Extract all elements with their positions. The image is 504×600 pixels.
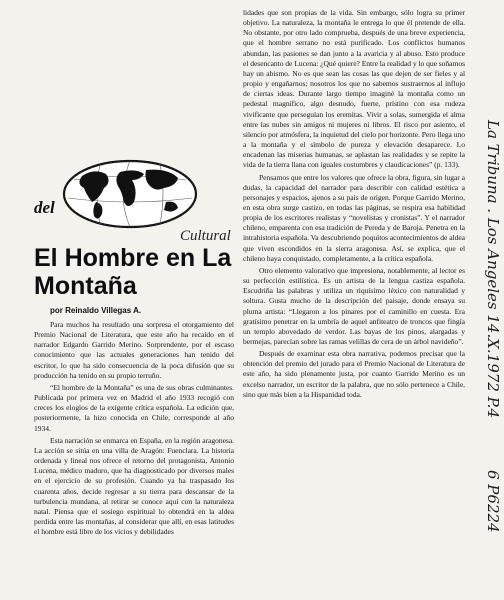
handwritten-margin-note [474,0,504,600]
handwritten-source-line: La Tribuna . Los Angeles 14.X.1972 P.4 [484,120,502,418]
article-header [30,158,240,318]
paragraph: Pensamos que entre los valores que ofrece la obra, figura, sin lugar a dudas, la capacidad del narrador para describir con calidad estética a personajes y espacios, ajenos a su país de origen. Porque Garrido Merino, en esta obra surge castizo, en todas las páginas, se respira esa habilidad propia de los escritores realistas y “novelistas y cronistas”. Y el narrador chileno, emparenta con esa tradición de Pereda y de Baroja. Penetra en la intrahistoria española. Va descubriendo poquitos acontecimientos de aldea que viven escondidos en la sierra aragonesa. Así, se explica, que el chileno haya conquistado, completamente, a la crítica española. [243,172,465,263]
article-title: El Hombre en La Montaña [34,244,232,300]
article-column-right [243,8,465,400]
byline: por Reinaldo Villegas A. [50,306,142,315]
paragraph: Para muchos ha resultado una sorpresa el otorgamiento del Premio Nacional de Literatura, que este año ha recaído en el narrador Edgardo Garrido Merino. Sorprendente, por el escaso conocimiento que las actuales generaciones han tenido del escritor, lo que ha sido consecuencia de la poca difusión que su producción ha tenido en su propio terruño. [34,320,234,380]
globe-map-icon [60,158,200,230]
paragraph: “El hombre de la Montaña” es una de sus obras culminantes. Publicada por primera vez en Madrid el año 1933 recogió con creces los elogios de la exigente crítica española. La edición que, posteriormente, la hizo conocida en Chile, corresponde al año 1934. [34,382,234,433]
paragraph: lidades que son propias de la vida. Sin embargo, sólo logra su primer objetivo. La naturaleza, la montaña le entrega lo que él pretende de ella. No obstante, por otro lado comprueba, después de una breve experiencia, que el hombre serrano no está purificado. Los conflictos humanos abundan, las pasiones se dan junto a la avaricia y al abuso. Esto produce el desencanto de Lucena: ¿Qué quiere? Entre la realidad y lo que soñamos hay un abismo. No es que sean las cosas las que dejen de ser fieles y al propio y engañarnos; nosotros los que no sabemos sustraernos al influjo de ciertas ideas. Durante largo tiempo imaginé la montaña como un pedestal magnífico, algo desnudo, fuerte, prístino con esa rudeza vivificante que perseguían los eremitas. Vivir a solas, sumergida el alma entre las nubes sin amigos ni mujeres ni libros. El risco por asiento, el silencio por atmósfera, la inquietud del cielo por horizonte. Pero llega uno a la montaña y el símbolo de pureza y elevación desaparece. Lo encadenan las miserias humanas, se aplastan las realidades y se repite la vida de la tierra llana con iguales costumbres y claudicaciones” (p. 133). [243,8,466,170]
section-prefix: del [34,198,55,217]
paragraph: Esta narración se enmarca en España, en la región aragonesa. La acción se sitúa en una villa de Aragón: Fuenclara. La historia ordenada y lineal nos ofrece el retorno del protagonista, Antonio Lucena, médico maduro, que ha diagnosticado por diversos males en el ejercicio de su profesión. Cuando ya ha traspasado los cuarenta años, decide regresar a su tierra para descansar de la turbulencia mundana, al retirar se conoce aquí con la naturaleza natal. Piensa que el sosiego espiritual lo obtendrá en la aldea perdida entre las montañas, al considerar que allí, en esas latitudes el hombre está libre de los vicios y debilidades [34,435,234,537]
section-label: Cultural [180,228,231,244]
article-column-left [34,320,234,537]
paragraph: Después de examinar esta obra narrativa, podemos precisar que la obtención del premio del jurado para el Premio Nacional de Literatura de este año, ha sido plenamente justa, por cuanto Garrido Merino es un excelso narrador, un escritor de la palabra, que no sólo pertenece a Chile, sino que más bien a la Hispanidad toda. [243,349,465,399]
handwritten-catalog-number: 6 P6224 [484,470,502,533]
paragraph: Otro elemento valorativo que impresiona, notablemente, al lector es su perfección estilística. Es un artista de la lengua castiza española. Escudriña las palabras y utiliza un riquísimo léxico con naturalidad y soltura. Gusta mucho de la descripción del paisaje, donde ensaya su pluma artista: “Llegaron a los pinares por el caminillo en cuesta. Era gratísimo penetrar en la umbría de aquel anfiteatro de troncos que fingía un templo abovedado de verdor. Las bayas de los pinos, alargadas y bermejas, parecían sobre las ramas velillas de cera de un árbol navideño”. [243,265,465,346]
